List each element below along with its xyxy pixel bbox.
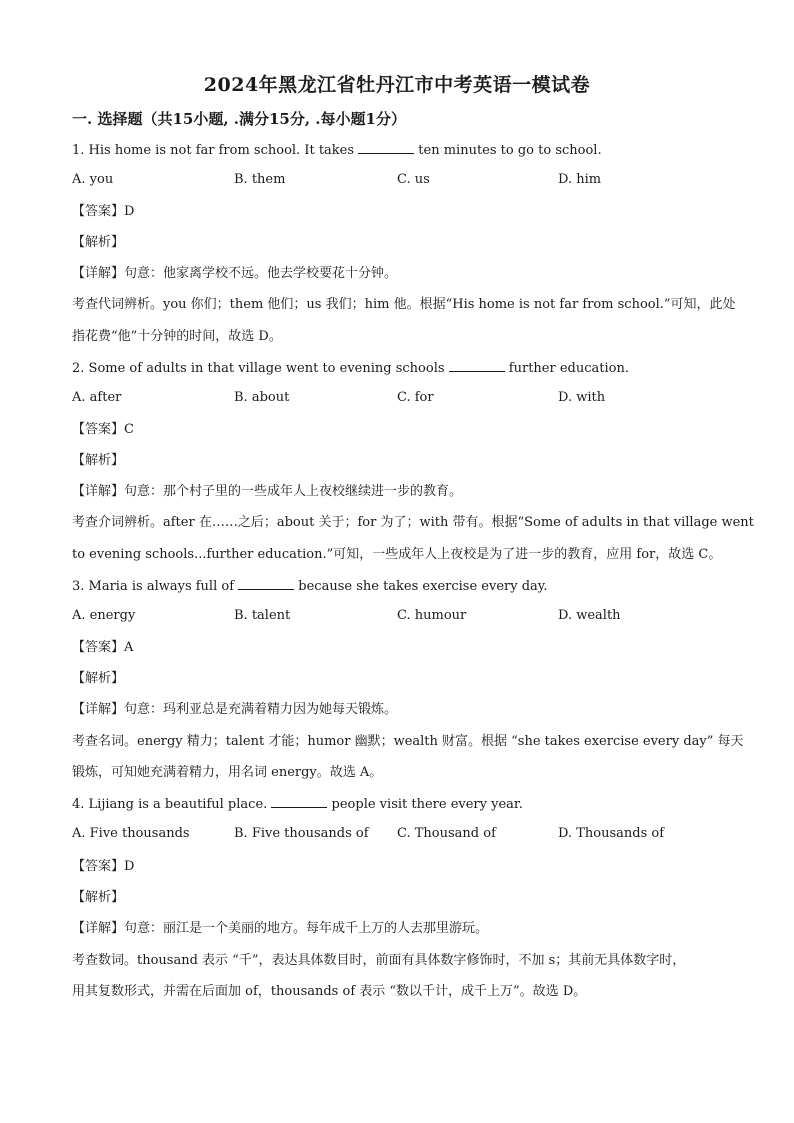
option-a: A. after	[72, 390, 122, 405]
explanation-line: to evening schools...further education.”可知，一些成年人上夜校是为了进一步的教育，应用 for，故选 C。	[72, 547, 722, 562]
answer-line	[72, 203, 134, 221]
detail-label: 【详解】	[72, 702, 125, 717]
option-c: C. humour	[397, 608, 467, 623]
stem-text: because she takes exercise every day.	[294, 579, 548, 594]
question-stem	[72, 359, 629, 378]
options-row	[72, 172, 772, 190]
question-stem	[72, 141, 602, 160]
answer-value: D	[124, 859, 135, 874]
answer-blank	[358, 141, 414, 154]
detail-line	[72, 265, 397, 283]
answer-blank	[238, 577, 294, 590]
explanation-line: 锻炼，可知她充满着精力，用名词 energy。故选 A。	[72, 765, 383, 780]
answer-blank	[271, 795, 327, 808]
answer-line	[72, 639, 133, 657]
option-a: A. you	[72, 172, 114, 187]
options-row	[72, 826, 772, 844]
option-d: D. wealth	[558, 608, 621, 623]
explanation-line: 考查代词辨析。you 你们；them 他们；us 我们；him 他。根据“His home is not far from school.”可知，此处	[72, 297, 736, 312]
page-title: 2024年黑龙江省牡丹江市中考英语一模试卷	[203, 74, 591, 96]
analysis-label: 【解析】	[72, 890, 125, 905]
detail-text: 句意：玛利亚总是充满着精力因为她每天锻炼。	[124, 702, 398, 717]
stem-text: people visit there every year.	[327, 797, 523, 812]
option-c: C. Thousand of	[397, 826, 496, 841]
stem-text: 1. His home is not far from school. It takes	[72, 143, 359, 158]
answer-label: 【答案】	[72, 859, 125, 874]
detail-line	[72, 920, 488, 938]
option-d: D. Thousands of	[558, 826, 665, 841]
option-b: B. about	[234, 390, 290, 405]
question-stem	[72, 577, 548, 596]
detail-text: 句意：那个村子里的一些成年人上夜校继续进一步的教育。	[124, 484, 463, 499]
stem-text: ten minutes to go to school.	[414, 143, 602, 158]
option-a: A. Five thousands	[72, 826, 190, 841]
explanation-line: 用其复数形式，并需在后面加 of，thousands of 表示 “数以千计，成千上万”。故选 D。	[72, 984, 587, 999]
answer-value: C	[124, 422, 134, 437]
detail-label: 【详解】	[72, 921, 125, 936]
options-row	[72, 390, 772, 408]
stem-text: further education.	[504, 361, 629, 376]
analysis-label: 【解析】	[72, 671, 125, 686]
section-heading: 一. 选择题（共15小题, .满分15分, .每小题1分）	[72, 110, 406, 128]
detail-line	[72, 483, 462, 501]
analysis-label: 【解析】	[72, 453, 125, 468]
detail-line	[72, 701, 397, 719]
option-b: B. talent	[234, 608, 291, 623]
explanation-line: 指花费“他”十分钟的时间，故选 D。	[72, 329, 282, 344]
option-b: B. them	[234, 172, 286, 187]
question-stem	[72, 795, 523, 814]
answer-line	[72, 858, 134, 876]
option-d: D. with	[558, 390, 606, 405]
answer-line	[72, 421, 134, 439]
stem-text: 4. Lijiang is a beautiful place.	[72, 797, 272, 812]
analysis-label: 【解析】	[72, 235, 125, 250]
answer-blank	[449, 359, 505, 372]
explanation-line: 考查名词。energy 精力；talent 才能；humor 幽默；wealth 财富。根据 “she takes exercise every day” 每天	[72, 734, 744, 749]
option-a: A. energy	[72, 608, 136, 623]
detail-label: 【详解】	[72, 266, 125, 281]
option-c: C. for	[397, 390, 434, 405]
detail-text: 句意：丽江是一个美丽的地方。每年成千上万的人去那里游玩。	[124, 921, 489, 936]
detail-label: 【详解】	[72, 484, 125, 499]
answer-value: A	[124, 640, 134, 655]
explanation-line: 考查数词。thousand 表示 “千”，表达具体数目时，前面有具体数字修饰时，不加 s；其前无具体数字时，	[72, 953, 686, 968]
stem-text: 2. Some of adults in that village went to evening schools	[72, 361, 449, 376]
option-d: D. him	[558, 172, 602, 187]
stem-text: 3. Maria is always full of	[72, 579, 239, 594]
answer-label: 【答案】	[72, 640, 125, 655]
option-c: C. us	[397, 172, 430, 187]
answer-value: D	[124, 204, 135, 219]
answer-label: 【答案】	[72, 204, 125, 219]
detail-text: 句意：他家离学校不远。他去学校要花十分钟。	[124, 266, 398, 281]
options-row	[72, 608, 772, 626]
option-b: B. Five thousands of	[234, 826, 369, 841]
answer-label: 【答案】	[72, 422, 125, 437]
explanation-line: 考查介词辨析。after 在……之后；about 关于；for 为了；with 带有。根据“Some of adults in that village went	[72, 515, 754, 530]
